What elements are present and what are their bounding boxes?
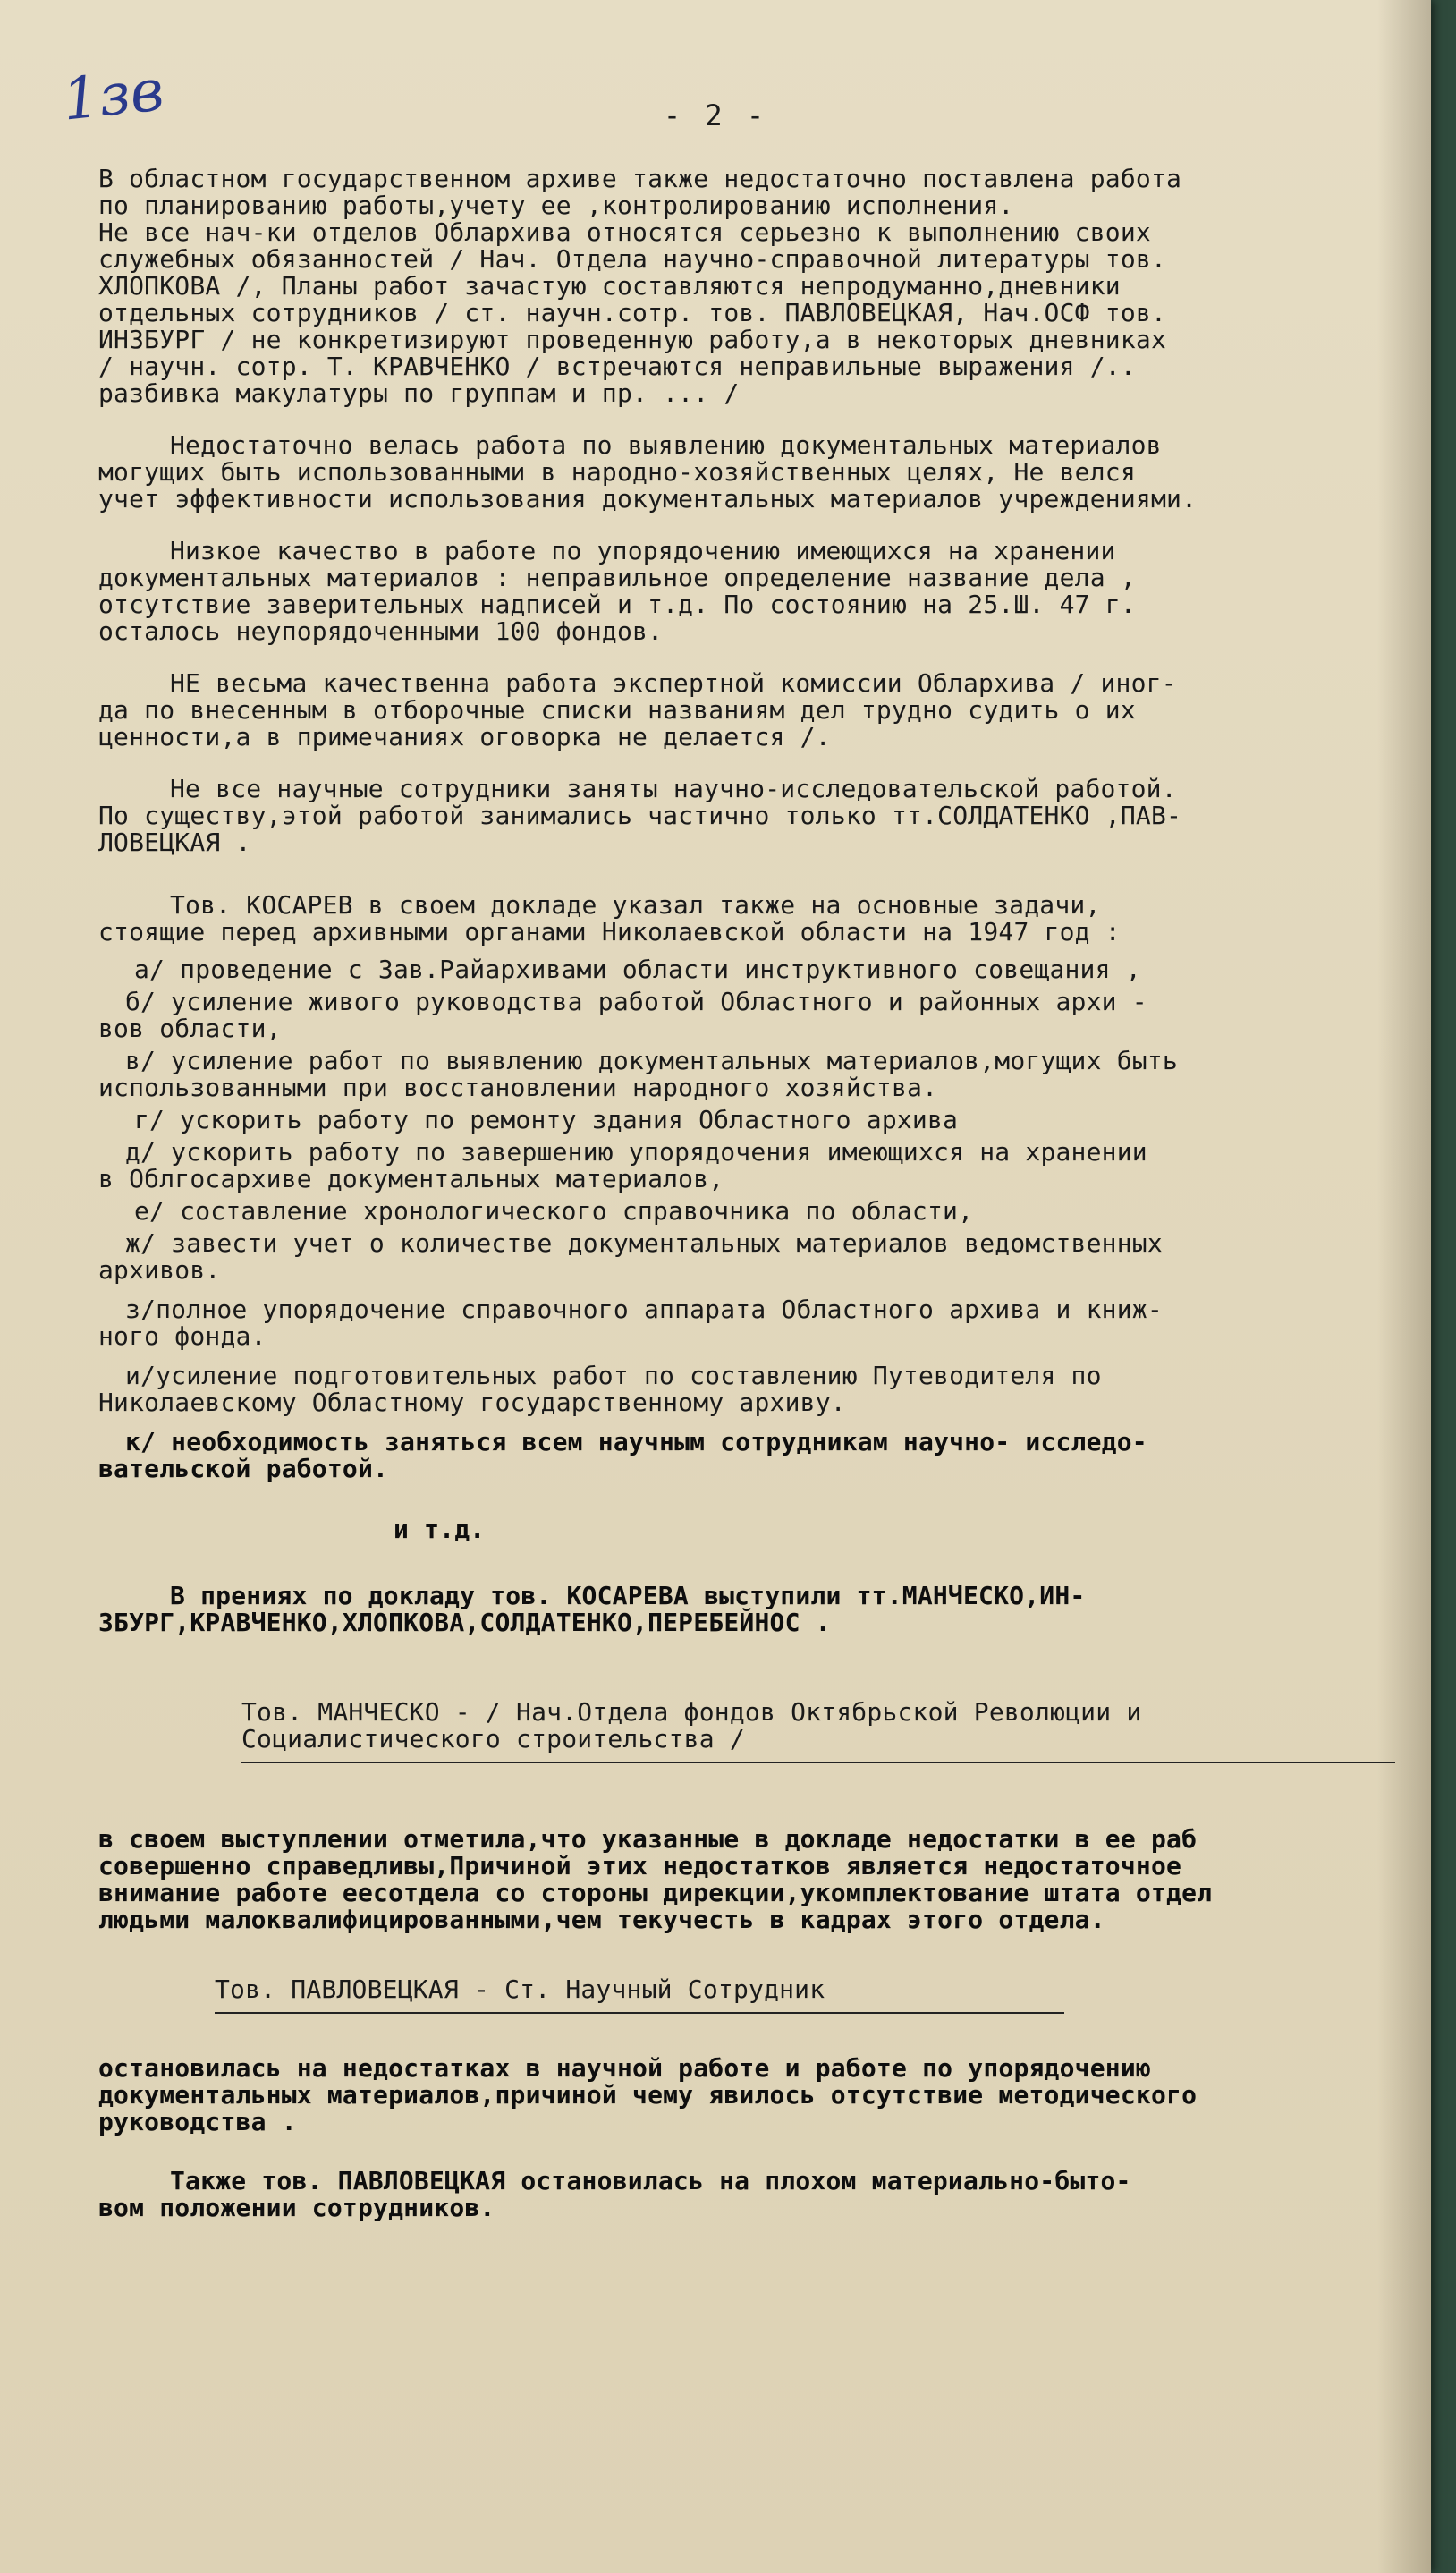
heading-underline [241,1762,1395,1763]
paragraph-expert-commission: НЕ весьма качественна работа экспертной комиссии Облархива / иног- да по внесенным в отборочные списки названиям дел трудно судить о их ценности,а в примечаниях оговорка не делается /. [98,668,1177,752]
task-item: д/ ускорить работу по завершению упорядочения имеющихся на хранении в Облгосархиве документальных материалов, [98,1137,1147,1193]
task-item: в/ усиление работ по выявлению документальных материалов,могущих быть использованными при восстановлении народного хозяйства. [98,1046,1178,1102]
paragraph-tasks-intro: Тов. КОСАРЕВ в своем докладе указал также на основные задачи, стоящие перед архивными органами Николаевской области на 1947 год : [98,890,1121,947]
task-item: б/ усиление живого руководства работой Областного и районных архи - вов области, [98,987,1147,1043]
paragraph-materials: Недостаточно велась работа по выявлению документальных материалов могущих быть использованными в народно-хозяйственных целях, Не велся учет эффективности использования документальных материалов учреждениями. [98,430,1198,514]
paragraph-quality: Низкое качество в работе по упорядочению имеющихся на хранении документальных материалов : неправильное определение название дела , отсутствие заверительных надписей и т.д. По состоянию на 25.Ш. 47 г. осталось неупорядоченными 100 фондов. [98,536,1136,646]
task-item: к/ необходимость заняться всем научным сотрудникам научно- исследо- вательской работой. [98,1427,1147,1483]
speaker-2-heading: Тов. ПАВЛОВЕЦКАЯ - Ст. Научный Сотрудник [215,1974,825,2004]
speaker-1-heading: Тов. МАНЧЕСКО - / Нач.Отдела фондов Октябрьской Революции и Социалистического строительства / [241,1697,1142,1754]
etc-marker: и т.д. [394,1515,486,1544]
task-item: ж/ завести учет о количестве документальных материалов ведомственных архивов. [98,1228,1163,1285]
heading-underline [215,2012,1064,2014]
task-item: е/ составление хронологического справочника по области, [134,1196,974,1226]
speaker-2-text: остановилась на недостатках в научной работе и работе по упорядочению документальных материалов,причиной чему явилось отсутствие методического руководства . [98,2053,1198,2136]
paragraph-debate: В прениях по докладу тов. КОСАРЕВА выступили тт.МАНЧЕСКО,ИН- ЗБУРГ,КРАВЧЕНКО,ХЛОПКОВА,СОЛДАТЕНКО,ПЕРЕБЕЙНОС . [98,1581,1086,1637]
task-item: а/ проведение с Зав.Райархивами области инструктивного совещания , [134,955,1141,984]
task-item: и/усиление подготовительных работ по составлению Путеводителя по Николаевскому Областному государственному архиву. [98,1361,1102,1417]
task-list [98,956,1413,1482]
paragraph-planning: В областном государственном архиве также недостаточно поставлена работа по планированию работы,учету ее ,контролированию исполнения. Не все нач-ки отделов Облархива относятся серьезно к выполнению своих служебных обязанностей / Нач. Отдела научно-справочной литературы тов. ХЛОПКОВА /, Планы работ зачастую составляются непродуманно,дневники отдельных сотрудников / ст. научн.сотр. тов. ПАВЛОВЕЦКАЯ, Нач.ОСФ тов. ИНЗБУРГ / не конкретизируют проведенную работу,а в некоторых дневниках / научн. сотр. Т. КРАВЧЕНКО / встречаются неправильные выражения /.. разбивка макулатуры по группам и пр. ... / [98,164,1182,408]
page-number: - 2 - [663,98,768,132]
speaker-heading-pavlovetskaya [215,1976,1413,2014]
task-item: з/полное упорядочение справочного аппарата Областного архива и книж- ного фонда. [98,1295,1163,1351]
document-body [98,166,1413,2246]
task-item: г/ ускорить работу по ремонту здания Областного архива [134,1105,959,1134]
speaker-heading-mancheско [241,1672,1413,1790]
handwritten-folio-number: 1зв [59,57,167,134]
speaker-2-closing: Также тов. ПАВЛОВЕЦКАЯ остановилась на плохом материально-быто- вом положении сотрудников. [98,2166,1131,2222]
paragraph-research: Не все научные сотрудники заняты научно-исследовательской работой. По существу,этой работой занимались частично только тт.СОЛДАТЕНКО ,ПАВ- ЛОВЕЦКАЯ . [98,774,1182,857]
speaker-1-text: в своем выступлении отметила,что указанные в докладе недостатки в ее раб совершенно справедливы,Причиной этих недостатков является недостаточное внимание работе еесотдела со стороны дирекции,укомплектование штата отдел людьми малоквалифицированными,чем текучесть в кадрах этого отдела. [98,1824,1213,1934]
